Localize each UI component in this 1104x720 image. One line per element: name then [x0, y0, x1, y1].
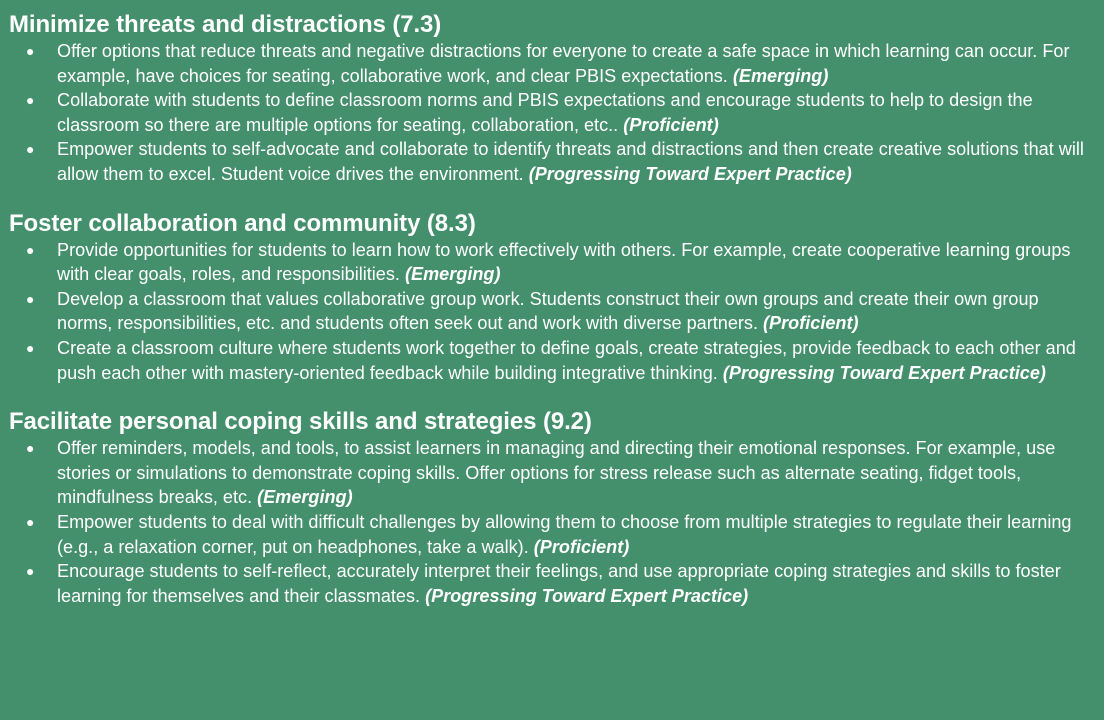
item-text: Offer options that reduce threats and negative distractions for everyone to create a safe space in which learning can occur. For example, have choices for seating, collaborative work, and clear PBIS expectations.: [57, 41, 1070, 86]
bullet-icon: ●: [26, 290, 35, 307]
item-text: Encourage students to self-reflect, accurately interpret their feelings, and use appropriate coping strategies and skills to foster learning for themselves and their classmates.: [57, 561, 1061, 606]
bullet-icon: ●: [26, 513, 35, 530]
item-text: Collaborate with students to define classroom norms and PBIS expectations and encourage students to help to design the classroom so there are multiple options for seating, collaboration, etc..: [57, 90, 1033, 135]
level-label: (Progressing Toward Expert Practice): [528, 163, 852, 184]
list-item: [9, 39, 1104, 88]
level-label: (Emerging): [732, 65, 829, 86]
item-text: Create a classroom culture where students work together to define goals, create strategies, provide feedback to each other and push each other with mastery-oriented feedback while building integrative thinking.: [57, 337, 1076, 383]
bullet-icon: ●: [26, 440, 35, 457]
section-title: Facilitate personal coping skills and strategies (9.2): [9, 408, 592, 436]
item-text: Provide opportunities for students to learn how to work effectively with others. For example, create cooperative learning groups with clear goals, roles, and responsibilities.: [57, 239, 1071, 285]
level-label: (Emerging): [257, 487, 353, 508]
bullet-icon: ●: [26, 563, 35, 580]
item-text: Offer reminders, models, and tools, to assist learners in managing and directing their emotional responses. For example, use stories or simulations to demonstrate coping skills. Offer options for stress release such as alternate seating, fidget tools, mindfulness breaks, etc.: [57, 438, 1056, 508]
level-label: (Progressing Toward Expert Practice): [722, 362, 1046, 383]
list-item: [9, 510, 1104, 559]
list-item: [9, 436, 1104, 510]
section-minimize-threats: [9, 10, 1104, 187]
level-label: (Emerging): [404, 264, 501, 285]
bullet-icon: ●: [26, 339, 35, 356]
bullet-list: [9, 436, 1104, 608]
bullet-icon: ●: [26, 241, 35, 258]
level-label: (Proficient): [623, 114, 719, 135]
bullet-icon: ●: [26, 141, 35, 158]
list-item: [9, 88, 1104, 137]
section-coping-skills: [9, 407, 1104, 608]
section-foster-collaboration: [9, 209, 1104, 386]
bullet-icon: ●: [26, 43, 35, 59]
bullet-list: [9, 238, 1104, 386]
level-label: (Proficient): [533, 536, 630, 557]
level-label: (Progressing Toward Expert Practice): [425, 585, 749, 606]
list-item: [9, 137, 1104, 186]
list-item: [9, 559, 1104, 608]
item-text: Empower students to self-advocate and collaborate to identify threats and distractions and then create creative solutions that will allow them to excel. Student voice drives the environment.: [57, 139, 1084, 184]
bullet-icon: ●: [26, 92, 35, 109]
list-item: [9, 238, 1104, 287]
item-text: Develop a classroom that values collaborative group work. Students construct their own groups and create their own group norms, responsibilities, etc. and students often seek out and work with diverse partners.: [57, 288, 1039, 334]
section-title: Foster collaboration and community (8.3): [9, 209, 476, 237]
list-item: [9, 287, 1104, 336]
section-title: Minimize threats and distractions (7.3): [9, 11, 442, 38]
bullet-list: [9, 39, 1104, 187]
list-item: [9, 336, 1104, 385]
item-text: Empower students to deal with difficult challenges by allowing them to choose from multiple strategies to regulate their learning (e.g., a relaxation corner, put on headphones, take a walk).: [57, 511, 1072, 557]
level-label: (Proficient): [763, 313, 859, 334]
